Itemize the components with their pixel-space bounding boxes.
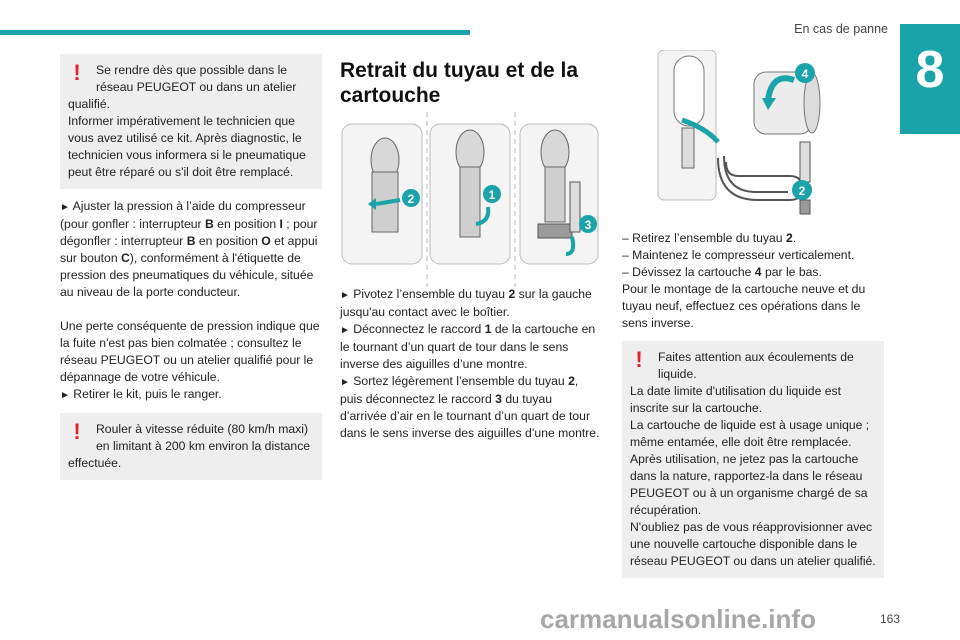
figure-label: 3	[584, 218, 592, 232]
note-text: effectuée.	[68, 456, 122, 470]
text: par le bas.	[761, 265, 822, 279]
label-b: B	[204, 217, 214, 231]
label-num: 2	[785, 231, 793, 245]
step-paragraph	[340, 286, 602, 321]
text: en position	[195, 234, 262, 248]
paragraph: Une perte conséquente de pression indique que la fuite n'est pas bien colmatée ; consultez le réseau PEUGEOT ou un atelier qualifié pour le dépannage de votre véhicule.	[60, 319, 320, 384]
warning-note-2	[60, 413, 322, 480]
dash-item: – Maintenez le compresseur verticalement.	[622, 248, 855, 262]
watermark: carmanualsonline.info	[540, 604, 816, 634]
step-paragraph	[60, 386, 322, 404]
warning-icon: !	[73, 60, 81, 85]
section-title: En cas de panne	[794, 22, 888, 36]
warning-note-1	[60, 54, 322, 189]
text: Retirer le kit, puis le ranger.	[73, 387, 222, 401]
label-num: 3	[495, 392, 502, 406]
figure-label: 4	[801, 67, 809, 81]
cartridge-removal-illustration	[622, 50, 822, 220]
label-o: O	[261, 234, 271, 248]
column-right	[622, 230, 884, 578]
warning-note-3	[622, 341, 884, 578]
note-text: qualifié.	[68, 97, 111, 111]
label-c: C	[120, 251, 130, 265]
label-num: 2	[568, 374, 575, 388]
text: ; pour dégonfler : interrupteur	[60, 217, 318, 248]
label-num: 1	[484, 322, 492, 336]
step-paragraph	[340, 373, 602, 442]
label-num: 2	[508, 287, 516, 301]
text: sur la gauche jusqu'au contact avec le boîtier.	[340, 287, 592, 319]
arrow-bullet-icon: ►	[340, 325, 350, 336]
text: du tuyau d’arrivée d’air en le tournant d’un quart de tour dans le sens inverse des aiguilles d’une montre.	[340, 392, 600, 440]
hose-disconnect-illustration	[340, 112, 602, 287]
note-text: Informer impérativement le technicien que vous avez utilisé ce kit. Après diagnostic, le technicien vous informera si le pneumatique peut être réparé ou s'il doit être remplacé.	[68, 114, 306, 179]
text: Pivotez l’ensemble du tuyau	[353, 287, 509, 301]
warning-icon: !	[635, 347, 643, 372]
note-text: La cartouche de liquide est à usage unique ; même entamée, elle doit être remplacée.	[630, 418, 870, 449]
figure-label: 1	[488, 188, 496, 202]
arrow-bullet-icon: ►	[60, 202, 70, 213]
arrow-bullet-icon: ►	[60, 390, 70, 401]
note-text: La date limite d'utilisation du liquide est inscrite sur la cartouche.	[630, 384, 841, 415]
column-middle-text	[340, 286, 602, 442]
note-text: Se rendre dès que possible dans le réseau PEUGEOT ou dans un atelier	[96, 63, 297, 94]
figure-label: 2	[407, 192, 415, 206]
figure-label: 2	[798, 184, 806, 198]
header-accent-bar	[0, 30, 470, 35]
text: Dévissez la cartouche	[632, 265, 755, 279]
paragraph: Pour le montage de la cartouche neuve et du tuyau neuf, effectuez ces opérations dans le sens inverse.	[622, 282, 866, 330]
text: Sortez légèrement l’ensemble du tuyau	[353, 374, 569, 388]
arrow-bullet-icon: ►	[340, 377, 350, 388]
text: Maintenez le compresseur verticalement.	[632, 248, 855, 262]
text: et appui sur bouton	[60, 234, 318, 265]
text: , puis déconnectez le raccord	[340, 374, 579, 406]
note-text: Après utilisation, ne jetez pas la cartouche dans la nature, rapportez-la dans le réseau PEUGEOT ou à un organisme chargé de sa récupération.	[630, 452, 868, 517]
dash-item: – Retirez l’ensemble du tuyau 2.	[622, 231, 797, 245]
text: Déconnectez le raccord	[353, 322, 485, 336]
step-paragraph	[340, 321, 602, 373]
step-paragraph	[60, 198, 322, 301]
text: ), conformément à l'étiquette de pression des pneumatiques du véhicule, située au niveau de la porte conducteur.	[60, 251, 314, 299]
label-i: I	[279, 217, 283, 231]
arrow-bullet-icon: ►	[340, 290, 350, 301]
text: .	[792, 231, 797, 245]
page-number: 163	[879, 612, 900, 626]
warning-icon: !	[73, 419, 81, 444]
note-text: Faites attention aux écoulements de liquide.	[658, 350, 854, 381]
text: Retirez l’ensemble du tuyau	[632, 231, 786, 245]
column-left	[60, 54, 322, 480]
column-middle	[340, 58, 602, 108]
text: Ajuster la pression à l’aide du compresseur (pour gonfler : interrupteur	[60, 199, 306, 231]
chapter-number: 8	[915, 41, 945, 99]
text: de la cartouche en le tournant d’un quart de tour dans le sens inverse des aiguilles d’une montre.	[340, 322, 596, 371]
label-b: B	[186, 234, 196, 248]
text: en position	[213, 217, 280, 231]
note-text: Rouler à vitesse réduite (80 km/h maxi) en limitant à 200 km environ la distance	[96, 422, 311, 453]
label-num: 4	[754, 265, 762, 279]
section-heading: Retrait du tuyau et de la cartouche	[340, 59, 579, 107]
dash-item: – Dévissez la cartouche 4 par le bas.	[622, 265, 822, 279]
note-text: N'oubliez pas de vous réapprovisionner avec une nouvelle cartouche disponible dans le réseau PEUGEOT ou dans un atelier qualifié.	[630, 520, 876, 568]
